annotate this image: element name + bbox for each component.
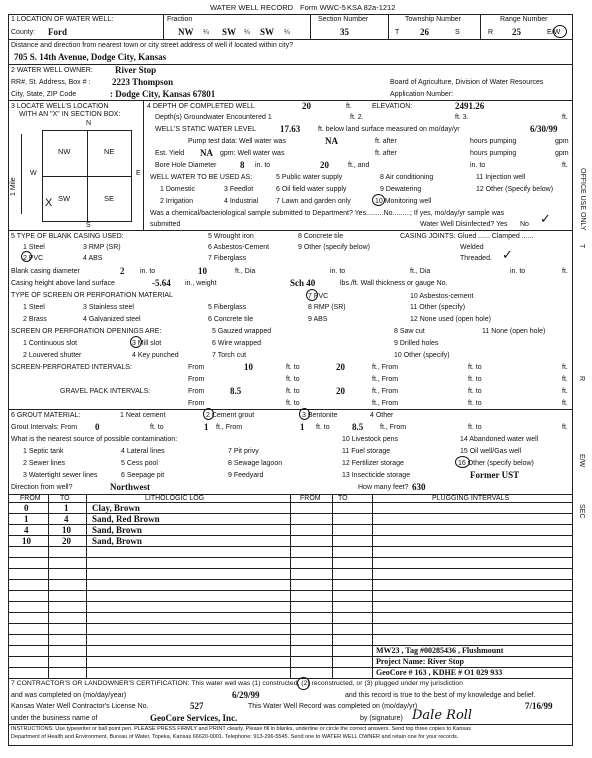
- other-source-circle-mark: [455, 456, 470, 468]
- log-row-3-lith[interactable]: Sand, Brown: [92, 525, 142, 535]
- section-number[interactable]: 35: [340, 27, 349, 37]
- township-number[interactable]: 26: [420, 27, 429, 37]
- cement-grout-circle-mark: [203, 408, 214, 420]
- water-well-record-form: WATER WELL RECORD Form WWC-5 KSA 82a-1212 1 LOCATION OF WATER WELL: County: Ford Fraction NW ¼ SW ¼ SW ¼ Section Number 35 Township Number T 26 S Range Number R 25 E/W Distance and direction from nearest town or city street address of well if located within city? 705 S. 14th Avenue, Dodge City, Kansas 2 WATER WELL OWNER: River Stop RR#, St. Address, Box # : 2223 Thompson City, State, ZIP Code : Dodge City, Kansas 67801 Board of Agriculture, Division of Water Resources Application Number: 3 LOCATE WELL'S LOCATION WITH AN "X" IN SECTION BOX: N S E W NW NE SW SE X 1 Mile 4 DEPTH OF COMPLETED WELL 20 ft. ELEVATION: 2491.26 Depth(s) Groundwater Encountered 1 ft. 2. ft. 3. ft. WELL'S STATIC WATER LEVEL 17.63 ft. below land surface measured on mo/day/yr 6/30/99 Pump test data: Well water was NA ft. after hours pumping gpm Est. Yield NA gpm: Well water was ft. after hours pumping gpm Bore Hole Diameter 8 in. to 20 ft., and in. to ft. WELL WATER TO BE USED AS: 5 Public water supply 8 Air conditioning 11 Injection well 1 Domestic 3 Feedlot 6 Oil field water supply 9 Dewatering 12 Other (Specify below) 2 Irrigation 4 Industrial 7 Lawn and garden only 10 Monitoring well Was a chemical/bacteriological sample submitted to Department? Yes.........No.........; If yes, mo/day/yr sample was submitted Water Well Disinfected? Yes No ✓ 5 TYPE OF BLANK CASING USED: 1 Steel 3 RMP (SR) 2 PVC 4 ABS 5 Wrought iron 6 Asbestos-Cement 7 Fiberglass 8 Concrete tile 9 Other (specify below) CASING JOINTS: Glued ...... Clamped ...... Welded Threaded. ✓ Blank casing diameter 2 in. to 10 ft., Dia in. to ft., Dia in. to ft. Casing height above land surface -5.64 in., weight Sch 40 lbs./ft. Wall thickness or gauge No. TYPE OF SCREEN OR PERFORATION MATERIAL 1 Steel 3 Stainless steel 5 Fiberglass 7 PVC 10 Asbestos-cement 8 RMP (SR) 11 Other (specify) 2 Brass 4 Galvanized steel 6 Concrete tile 9 ABS 12 None used (open hole) SCREEN OR PERFORATION OPENINGS ARE: 5 Gauzed wrapped 8 Saw cut 11 None (open hole) 1 Continuous slot 3 Mill slot 6 Wire wrapped 9 Drilled holes 2 Louvered shutter 4 Key punched 7 Torch cut 10 Other (specify) SCREEN-PERFORATED INTERVALS: From 10 ft. to 20 ft., From ft. to ft. From ft. to ft., From ft. to ft. GRAVEL PACK INTERVALS: From 8.5 ft. to 20 ft., From ft. to ft. From ft. to ft., From ft. to ft. 6 GROUT MATERIAL: 1 Neat cement 2 Cement grout 3 Bentonite 4 Other Grout Intervals: From 0 ft. to 1 ft., From 1 ft. to 8.5 ft., From ft. to ft. What is the nearest source of possible contamination: 10 Livestock pens 14 Abandoned water well 1 Septic tank 4 Lateral lines 7 Pit privy 11 Fuel storage 15 Oil well/Gas well 2 Sewer lines 5 Cess pool 8 Sewage lagoon 12 Fertilizer storage 16 Other (specify below) 3 Watertight sewer lines 6 Seepage pit 9 Feedyard 13 Insecticide storage Former UST Direction from well? Northwest How many feet? 630 FROM TO LITHOLOGIC LOG FROM TO PLUGGING INTERVALS 0 1 Clay, Brown 1 4 Sand, Red Brown 4 10 Sand, Brown 10 20 Sand, Brown MW23 , Tag #00285436 , Flushmount Project Name: River Stop GeoCore # 163 , KDHE # O1 029 933 7 CONTRACTOR'S OR LANDOWNER'S CERTIFICATION: This water well was (1) constructed, (2) reconstructed, or (3) plugged under my jurisdiction and was completed on (mo/day/year) 6/29/99 and this record is true to the best of my knowledge and belief. Kansas Water Well Contractor's License No. 527 This Water Well Record was completed on (mo/day/yr) 7/16/99 under the business name of GeoCore Services, Inc. by (signature) Dale Roll INSTRUCTIONS: Use typewriter or ball point pen. PLEASE PRESS FIRMLY and PRINT clearly. Please fill in blanks, underline or circle the correct answers. Send top three copies to Kansas Department of Health and Environment, Bureau of Water, Topeka, Kansas 66620-0001. Telephone: 913-296-5545. Send one to WATER WELL OWNER and retain one for your records. OFFICE USE ONLY T R E/W SEC: [0, 0, 592, 758]
- log-row-4-lith[interactable]: Sand, Brown: [92, 536, 142, 546]
- log-row-2-to[interactable]: 4: [64, 514, 69, 524]
- log-row-1-from[interactable]: 0: [24, 503, 29, 513]
- well-address[interactable]: 705 S. 14th Avenue, Dodge City, Kansas: [14, 52, 167, 62]
- section-7-label: 7 CONTRACTOR'S OR LANDOWNER'S CERTIFICATION: This water well was (1) constructed, (2) reconstructed, or (3) plugged under my jurisdiction: [11, 680, 463, 687]
- completion-date[interactable]: 6/29/99: [232, 690, 260, 700]
- log-row-3-from[interactable]: 4: [24, 525, 29, 535]
- business-name[interactable]: GeoCore Services, Inc.: [150, 713, 238, 723]
- section-3-label: 3 LOCATE WELL'S LOCATION: [11, 103, 109, 110]
- screen-pvc-circle-mark: [306, 289, 318, 301]
- owner-street[interactable]: 2223 Thompson: [112, 77, 174, 87]
- log-row-3-to[interactable]: 10: [62, 525, 71, 535]
- elevation[interactable]: 2491.26: [455, 101, 485, 111]
- range-number[interactable]: 25: [512, 27, 521, 37]
- mill-slot-circle-mark: [130, 336, 142, 348]
- well-depth[interactable]: 20: [302, 101, 311, 111]
- section-6-label: 6 GROUT MATERIAL:: [11, 412, 81, 419]
- threaded-checkmark-icon: ✓: [502, 247, 513, 262]
- record-date[interactable]: 7/16/99: [525, 701, 553, 711]
- log-row-1-lith[interactable]: Clay, Brown: [92, 503, 140, 513]
- owner-city[interactable]: : Dodge City, Kansas 67801: [110, 89, 216, 99]
- section-4-label: 4 DEPTH OF COMPLETED WELL: [147, 103, 255, 110]
- section-1-label: 1 LOCATION OF WATER WELL:: [11, 16, 114, 23]
- license-number[interactable]: 527: [190, 701, 204, 711]
- owner-name[interactable]: River Stop: [115, 65, 157, 75]
- section-2-label: 2 WATER WELL OWNER:: [11, 67, 93, 74]
- w-circle-mark: [553, 25, 567, 38]
- static-date[interactable]: 6/30/99: [530, 124, 558, 134]
- disinfected-no-checkmark-icon: ✓: [540, 211, 551, 226]
- constructed-circle-mark: [297, 677, 310, 690]
- section-5-label: 5 TYPE OF BLANK CASING USED:: [11, 233, 124, 240]
- signature: Dale Roll: [412, 708, 473, 723]
- location-x-mark: X: [45, 197, 53, 209]
- log-row-2-from[interactable]: 1: [24, 514, 29, 524]
- note-tag: MW23 , Tag #00285436 , Flushmount: [376, 646, 504, 655]
- log-row-4-to[interactable]: 20: [62, 536, 71, 546]
- form-ksa: KSA 82a-1212: [347, 3, 396, 12]
- log-row-2-lith[interactable]: Sand, Red Brown: [92, 514, 160, 524]
- form-number: Form WWC-5: [300, 3, 346, 12]
- casing-pvc-circle-mark: [21, 251, 32, 262]
- log-row-4-from[interactable]: 10: [22, 536, 31, 546]
- log-row-1-to[interactable]: 1: [64, 503, 69, 513]
- static-water-level[interactable]: 17.63: [280, 124, 301, 134]
- note-geocore: GeoCore # 163 , KDHE # O1 029 933: [376, 668, 503, 677]
- bentonite-circle-mark: [299, 408, 310, 420]
- county-value[interactable]: Ford: [48, 27, 67, 37]
- note-project: Project Name: River Stop: [376, 657, 464, 666]
- use-10-circle-mark: [372, 194, 385, 206]
- office-use-label: OFFICE USE ONLY: [579, 168, 586, 231]
- form-title: WATER WELL RECORD: [210, 3, 294, 12]
